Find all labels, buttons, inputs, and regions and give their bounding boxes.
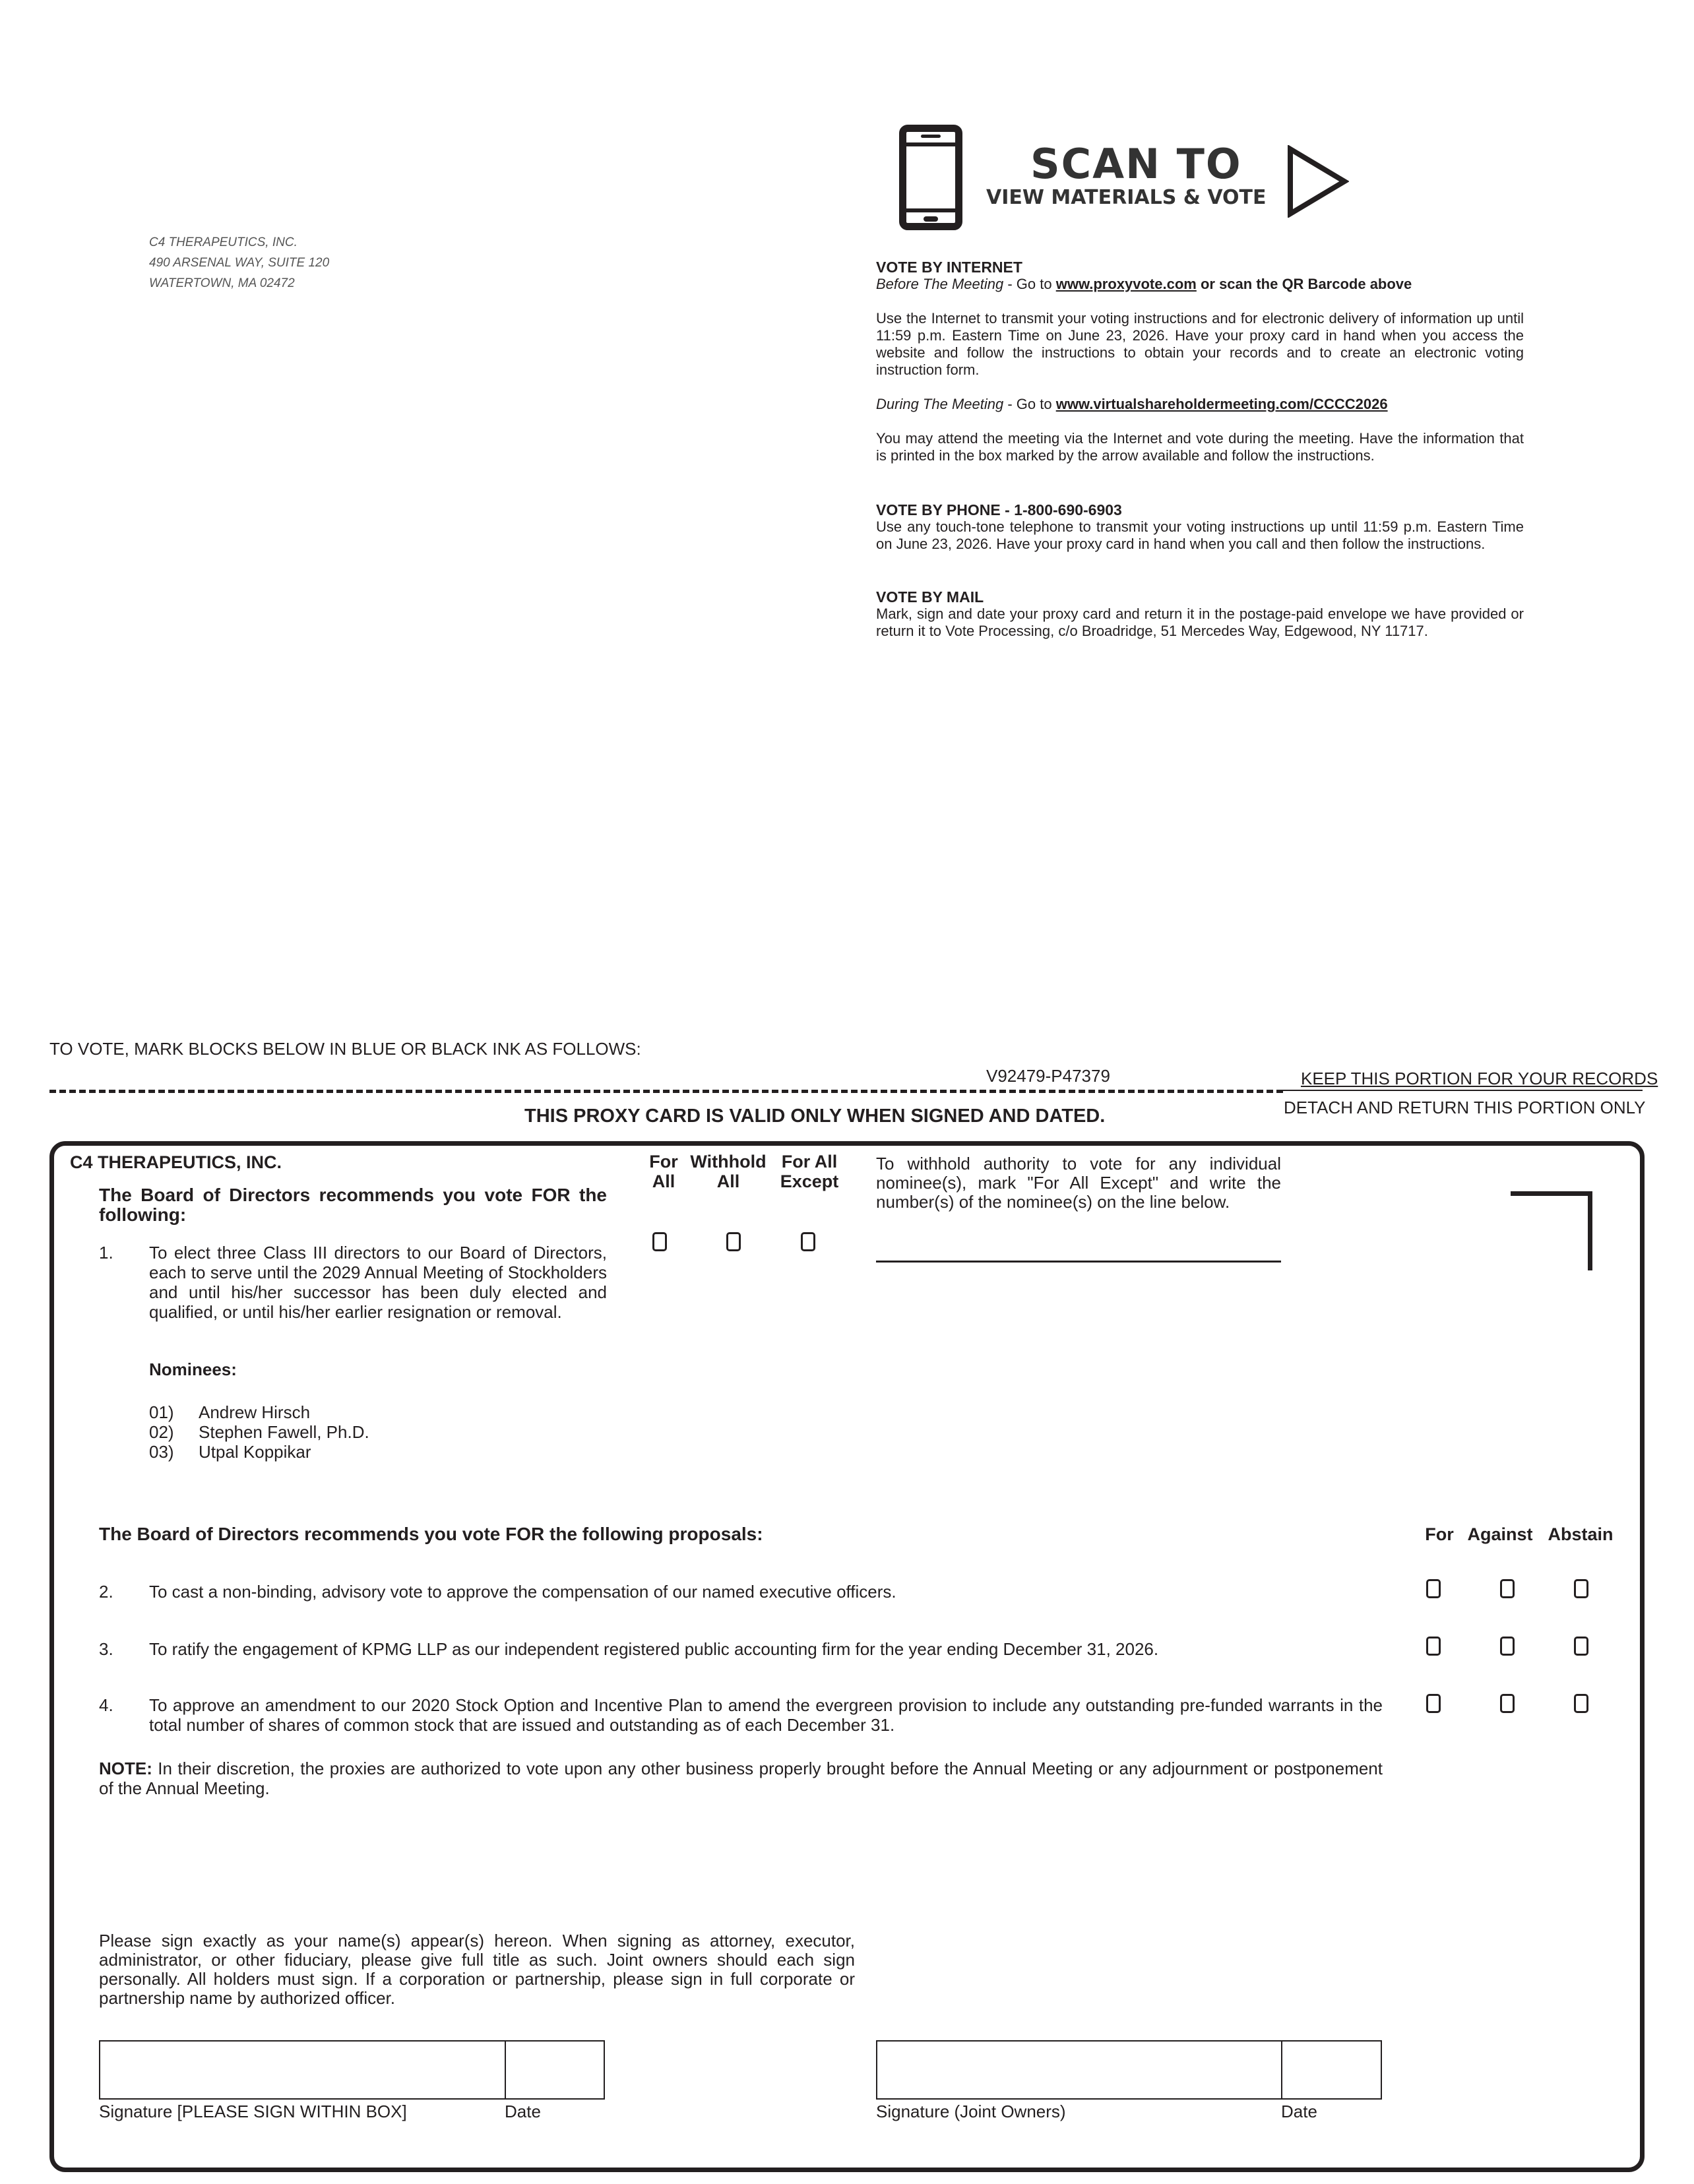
mark-instructions: TO VOTE, MARK BLOCKS BELOW IN BLUE OR BLACK INK AS FOLLOWS: bbox=[49, 1039, 641, 1059]
col-for-all-except bbox=[773, 1152, 846, 1191]
detach-dashed-line bbox=[49, 1090, 1283, 1093]
joint-signature-box[interactable] bbox=[876, 2040, 1382, 2100]
control-number: V92479-P47379 bbox=[986, 1066, 1110, 1086]
col-for-all bbox=[640, 1152, 687, 1191]
card-company: C4 THERAPEUTICS, INC. bbox=[70, 1152, 282, 1172]
vote-internet-before bbox=[876, 276, 1524, 293]
proposal-3-number: 3. bbox=[99, 1639, 113, 1659]
valid-notice: THIS PROXY CARD IS VALID ONLY WHEN SIGNED AND DATED. bbox=[524, 1106, 1106, 1127]
nominee-1-num: 01) bbox=[149, 1402, 174, 1422]
signature-box[interactable] bbox=[99, 2040, 605, 2100]
note-label: NOTE: bbox=[99, 1759, 152, 1778]
return-address-line3: WATERTOWN, MA 02472 bbox=[149, 276, 295, 290]
phone-icon bbox=[899, 125, 962, 230]
vote-mail-section bbox=[876, 588, 1524, 640]
proposal-3-text: To ratify the engagement of KPMG LLP as our independent registered public accounting firm for the year ending December 31, 2026. bbox=[149, 1639, 1159, 1659]
corner-mark bbox=[1511, 1191, 1592, 1270]
proxyvote-link[interactable]: www.proxyvote.com bbox=[1055, 276, 1197, 292]
proposal-2-number: 2. bbox=[99, 1582, 113, 1602]
checkbox-p3-against[interactable] bbox=[1500, 1637, 1515, 1656]
detach-label: DETACH AND RETURN THIS PORTION ONLY bbox=[1284, 1098, 1646, 1117]
nominee-2-name: Stephen Fawell, Ph.D. bbox=[199, 1422, 369, 1442]
return-address-line1: C4 THERAPEUTICS, INC. bbox=[149, 235, 298, 249]
vote-internet-section bbox=[876, 259, 1524, 464]
withhold-instructions: To withhold authority to vote for any individual nominee(s), mark "For All Except" and write the number(s) of the nominee(s) on the line below. bbox=[876, 1154, 1281, 1212]
scan-subtitle: VIEW MATERIALS & VOTE bbox=[986, 186, 1267, 209]
note-text bbox=[99, 1759, 1383, 1798]
nominees-label: Nominees: bbox=[149, 1359, 237, 1379]
item1-text: To elect three Class III directors to our Board of Directors, each to serve until the 2029 Annual Meeting of Stockholders and until his/her successor has been duly elected and qualified, or until his/her earlier resignation or removal. bbox=[149, 1243, 607, 1322]
detach-solid-line bbox=[1283, 1090, 1643, 1091]
vote-internet-body: Use the Internet to transmit your voting instructions and for electronic delivery of information up until 11:59 p.m. Eastern Time on June 23, 2026. Have your proxy card in hand when you access the website and follow the instructions to obtain your records and to create an electronic voting instruction form. bbox=[876, 310, 1524, 378]
proposal-4-number: 4. bbox=[99, 1695, 113, 1715]
checkbox-p4-abstain[interactable] bbox=[1574, 1694, 1588, 1713]
checkbox-p2-for[interactable] bbox=[1426, 1579, 1441, 1598]
nominee-exception-line[interactable] bbox=[876, 1261, 1281, 1263]
checkbox-p2-abstain[interactable] bbox=[1574, 1579, 1588, 1598]
keep-portion-label: KEEP THIS PORTION FOR YOUR RECORDS bbox=[1301, 1069, 1658, 1088]
vote-mail-body: Mark, sign and date your proxy card and return it in the postage-paid envelope we have provided or return it to Vote Processing, c/o Broadridge, 51 Mercedes Way, Edgewood, NY 11717. bbox=[876, 606, 1524, 639]
col-withhold-line1: Withhold bbox=[690, 1152, 767, 1171]
checkbox-p3-for[interactable] bbox=[1426, 1637, 1441, 1656]
vote-internet-during bbox=[876, 396, 1524, 413]
col-withhold-line2: All bbox=[716, 1171, 740, 1191]
checkbox-p3-abstain[interactable] bbox=[1574, 1637, 1588, 1656]
before-meeting-label: Before The Meeting bbox=[876, 276, 1004, 292]
checkbox-p4-against[interactable] bbox=[1500, 1694, 1515, 1713]
note-body: In their discretion, the proxies are authorized to vote upon any other business properly brought before the Annual Meeting or any adjournment or postponement of the Annual Meeting. bbox=[99, 1759, 1383, 1798]
nominee-3-num: 03) bbox=[149, 1442, 174, 1462]
vote-mail-heading: VOTE BY MAIL bbox=[876, 588, 984, 606]
proposal-2-text: To cast a non-binding, advisory vote to approve the compensation of our named executive officers. bbox=[149, 1582, 896, 1602]
col-against: Against bbox=[1467, 1524, 1533, 1544]
vote-internet-during-body: You may attend the meeting via the Internet and vote during the meeting. Have the information that is printed in the box marked by the arrow available and follow the instructions. bbox=[876, 430, 1524, 464]
col-for-all-line1: For bbox=[649, 1152, 678, 1171]
col-withhold-all bbox=[683, 1152, 773, 1191]
before-goto: - Go to bbox=[1003, 276, 1056, 292]
play-arrow-icon bbox=[1286, 145, 1349, 218]
before-suffix: or scan the QR Barcode above bbox=[1196, 276, 1412, 292]
scan-title: SCAN TO bbox=[1030, 140, 1242, 188]
col-except-line2: Except bbox=[780, 1171, 839, 1191]
vote-phone-section bbox=[876, 501, 1524, 553]
signature-label: Signature [PLEASE SIGN WITHIN BOX] bbox=[99, 2102, 407, 2121]
checkbox-p4-for[interactable] bbox=[1426, 1694, 1441, 1713]
vote-phone-heading: VOTE BY PHONE - 1-800-690-6903 bbox=[876, 501, 1122, 518]
during-meeting-label: During The Meeting bbox=[876, 396, 1004, 412]
date-label: Date bbox=[505, 2102, 541, 2121]
checkbox-for-all[interactable] bbox=[652, 1232, 667, 1251]
col-for: For bbox=[1425, 1524, 1454, 1544]
checkbox-p2-against[interactable] bbox=[1500, 1579, 1515, 1598]
proposal-4-text: To approve an amendment to our 2020 Stock Option and Incentive Plan to amend the evergreen provision to include any outstanding pre-funded warrants in the total number of shares of common stock that are issued and outstanding as of each December 31. bbox=[149, 1695, 1383, 1735]
joint-signature-label: Signature (Joint Owners) bbox=[876, 2102, 1066, 2121]
col-abstain: Abstain bbox=[1548, 1524, 1614, 1544]
nominee-1-name: Andrew Hirsch bbox=[199, 1402, 311, 1422]
checkbox-withhold-all[interactable] bbox=[726, 1232, 741, 1251]
signing-instructions: Please sign exactly as your name(s) appear(s) hereon. When signing as attorney, executor, administrator, or other fiduciary, please give full title as such. Joint owners should each sign personally. All holders must sign. If a corporation or partnership, please sign in full corporate or partnership name by authorized officer. bbox=[99, 1931, 855, 2008]
recommendation-proposals: The Board of Directors recommends you vote FOR the following proposals: bbox=[99, 1524, 763, 1544]
recommendation-directors: The Board of Directors recommends you vote FOR the following: bbox=[99, 1185, 607, 1225]
return-address-line2: 490 ARSENAL WAY, SUITE 120 bbox=[149, 256, 330, 270]
joint-date-label: Date bbox=[1281, 2102, 1317, 2121]
col-for-all-line2: All bbox=[652, 1171, 675, 1191]
vote-phone-body: Use any touch-tone telephone to transmit your voting instructions up until 11:59 p.m. Eastern Time on June 23, 2026. Have your proxy card in hand when you call and then follow the instructions. bbox=[876, 518, 1524, 552]
col-except-line1: For All bbox=[781, 1152, 838, 1171]
checkbox-for-all-except[interactable] bbox=[801, 1232, 815, 1251]
nominee-3-name: Utpal Koppikar bbox=[199, 1442, 311, 1462]
item1-number: 1. bbox=[99, 1243, 113, 1263]
joint-signature-date-divider bbox=[1281, 2040, 1282, 2100]
virtual-meeting-link[interactable]: www.virtualshareholdermeeting.com/CCCC2026 bbox=[1055, 396, 1388, 412]
during-goto: - Go to bbox=[1003, 396, 1056, 412]
return-address bbox=[149, 232, 329, 294]
vote-internet-heading: VOTE BY INTERNET bbox=[876, 259, 1022, 276]
nominee-2-num: 02) bbox=[149, 1422, 174, 1442]
signature-date-divider bbox=[505, 2040, 506, 2100]
